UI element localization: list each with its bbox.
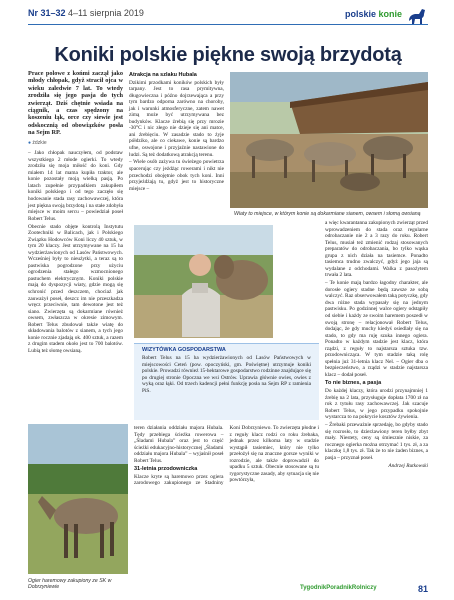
column-lower <box>134 425 319 487</box>
info-box-body: Robert Telus na 15 ha wydzierżawionych od Lasów Państwowych w miejscowości Ceteń (pow. opoczyński, gm. Poświętne) utrzymuje koniki polskie. Prowadzi również 15-hektarowe gospodarstwo rodzinne znajdujące się po drugiej stronie Opoczna we wsi Ostrów. Uprawia głównie owies, owies z wyką oraz łąki. Od trzech kadencji pełni funkcję posła na Sejm RP z ramienia PiS. <box>142 355 311 394</box>
caption-top-photo: Wiaty to miejsce, w którym konie są dokarmiane sianem, owsem i słomą owsianą <box>234 211 421 217</box>
horse-logo-icon <box>406 6 428 26</box>
subheading-passion: To nie biznes, a pasja <box>325 380 382 387</box>
caption-bottom-photo: Ogier haremowy zakupiony ze SK w Dobrzyniewie <box>28 578 112 590</box>
footer-brand-text: TygodnikPoradnikRolniczy <box>300 585 377 591</box>
signature: Andrzej Rutkowski <box>388 462 428 469</box>
info-box-heading: WIZYTÓWKA GOSPODARSTWA <box>142 347 226 353</box>
section-brand <box>345 9 402 19</box>
column-2 <box>129 70 224 193</box>
subheading-hubal: Atrakcja na szlaku Hubala <box>129 72 197 78</box>
issue-info <box>28 8 144 18</box>
author-text: źdzkie <box>32 139 47 146</box>
stallion-photo-image <box>28 424 128 574</box>
brand-part2: konie <box>378 9 402 19</box>
photo-telus-with-horse <box>134 225 273 338</box>
col3-para-4: – Źrebaki przeważnie sprzedaję, bo gdyby stado się rozrosło, to dzierżawiony teren byłby zbyt mały. Niestety, ceny są śmiesznie niskie, za rocznego ogierka można otrzymać 1 tys. zł, a za klaczkę 1,8 tys. zł. Tak że to nie żaden biznes, a pasja – przyznał poseł. <box>325 422 428 461</box>
column-3 <box>325 220 428 470</box>
col1-para-2: Obecnie stado objęte kontrolą Instytutu Zootechniki w Balicach, jak i Polskiego Związku Hodowców Koni liczy 40 sztuk, w tym 20 klaczy. Jest utrzymywane na 15 ha wydzierżawionych od Lasów Państwowych. Wcześniej były to nieużytki, a teraz są to pastwiska pogrodzone przy użyciu ogrodzenia stałego wzmocnionego pastuchem elektrycznym. Koniki polskie mają do dyspozycji wiaty, gdzie mogą się schronić przed deszczem, chociaż jak zauważył poseł, deszcz im nie przeszkadza wręcz przeciwnie, tam dewotone jest też siano. Zwierzęta są dokarmiane również owsem, zwłaszcza w okresie zimowym. Robert Telus zbudował także wiatę do składowania balotów z sianem, a tych jego konie rocznie zjadają ok. 400 sztuk, a razem z drugim stadem około jest to 700 balotów. Lubią też słomę owsianą. <box>28 223 123 354</box>
page-number: 81 <box>417 584 428 594</box>
col3-para-1: a więc kwarantanna zakupionych zwierząt przed wprowadzeniem do stada oraz regularne odrobaczanie nie 2 a 3 razy do roku. Robert Telus, musiał też zmienić rodzaj stosowanych preparatów do odrobaczania, bo tylko wąska grupa z nich działa na tasiemce. Ponadto tasiemca trudno zwalczyć, gdyż jego jaja są wydalane z odchodami. Walka z pasożytem trwała 2 lata. <box>325 220 428 279</box>
farm-info-box <box>134 343 319 420</box>
col2-para-2: – Wiele osób zażywa tu świeżego powietrza spacerując czy jeżdżąc rowerami i nikt nie przechodzi obojętnie obok tych koni. Inni przyjeżdżają tu, gdyż jest to historyczne miejsce – <box>129 159 224 192</box>
page-footer <box>300 584 428 594</box>
col3-para-3: Do każdej klaczy, która urodzi przynajmniej 1 źrebię na 2 lata, przysługuje dopłata 1700 zł na rok z tytułu rasy zachowawczej. Jak szacuje Robert Telus, w jego przypadku spokojnie wystarcza to na pokrycie kosztów żywienia. <box>325 387 428 421</box>
col2-para-1: Dzikimi przodkami koników polskich były tarpany. Jest to rasa prymitywna, długowieczna i późno dojrzewająca a przy tym bardzo odporna zarówno na choroby, jak i warunki atmosferyczne, zatem nawet zimą może być utrzymywana bez budynków. Klacze źrebią się przy mrozie -30°C i nic złego nie dzieje się ani matce, ani źrebięciu. W zasadzie stado to żyje półdziko, ale co ciekawe, konie są bardzo ufne, oswojone i przyjaźnie nastawione do ludzi. Są też dodatkową atrakcją terenu. <box>129 79 224 158</box>
column-1 <box>28 70 123 356</box>
photo-horses-shelter <box>230 72 428 208</box>
shelter-photo-image <box>230 72 428 208</box>
photo-stallion <box>28 424 128 574</box>
issue-number: Nr 31–32 <box>28 8 66 18</box>
lower-para-1: teren działania oddziału majora Hubala. Tędy przebiega ścieżka rowerowa – „Śladami Hubala” oraz jest to część ścieżki edukacyjno-historycznej „Śladami oddziału majora Hubala” – wyjaśnił poseł Robert Telus. <box>134 425 224 464</box>
footer-brand <box>300 585 377 591</box>
page-header <box>28 6 428 22</box>
header-rule <box>28 24 428 25</box>
col3-para-2: – Te konie mają bardzo łagodny charakter, ale dorosłe ogiery stadne będą zawsze ze sobą walczyć. Raz obserwowałem taką potyczkę, gdy dwa różne stada wypasały się na jednym pastwisku. Po godzinnej walce ogiery odstąpiły od siebie i każdy ze swoim haremem poszedł w swoją stronę – relacjonował Robert Telus, dodając, że gdy muchy kiedyś osiedlały się na stado, to gdy ma ruję szuka innego ogiera. Ponadto w każdym stadzie jest klacz, która rządzi, z reguły to najstarsza sztuka tzw. przodownicząca. W tym stadzie taką rolę spełnia już 31-letnia klacz Nel. – Ogier dba o bezpieczeństwo, a rządzi w stadzie najstarsza klacz – dodał poseł. <box>325 280 428 378</box>
pin-icon: ● <box>28 139 32 146</box>
issue-date: 4–11 sierpnia 2019 <box>68 8 144 18</box>
col1-para-1: – Jako chłopak nauczyłem, od podstaw wszystkiego 2 młode ogierki. To wtedy zrodziła się moja miłość do koni. Gdy miałem 14 lat mama kupiła traktor, ale konie pozostały moją wielką pasją. Po latach zupełnie przypadkiem zakupiłem koniki polskiego i od tego zaczęło się hodowanie stada rasy zachowawczej, która jest piękna swoją brzydotą i na stałe zdobyła miejsce w moim sercu – powiedział poseł Robert Telus. <box>28 150 123 222</box>
portrait-photo-image <box>134 225 273 338</box>
lower-para-2: Klacze kryte są haremowo przez ogiera zarodowego zakupionego ze Stadniny Koni Dobrzyniewo. To zwierzęta płodne i z reguły klacz rodzi co roku źrebaka, jednak przez kilkoma laty w stadzie wystąpił tasiemiec, który nie tylko przełożył się na znaczne gorsze wyniki w rozrodzie, ale także doprowadził do upadku 5 sztuk. Obecnie stosowane są tu rygorystyczne zasady, aby sytuacja się nie powtórzyła, <box>134 425 319 487</box>
article-title: Koniki polskie piękne swoją brzydotą <box>54 44 402 66</box>
author-line <box>28 140 123 147</box>
article-lead: Prace polowe z końmi zaczął jako młody chłopak, gdyż stracił ojca w wieku zaledwie 7 lat. To wtedy zrodziła się jego pasja do tych zwierząt. Dziś chętnie wsiada na ciągnik, a czas spędzony na koszeniu łąk, orce czy siewie jest odskocznią od obowiązków posła na Sejm RP. <box>28 70 123 137</box>
subheading-mare: 31-letnia przodowniczka <box>134 466 198 473</box>
brand-part1: polskie <box>344 9 376 19</box>
